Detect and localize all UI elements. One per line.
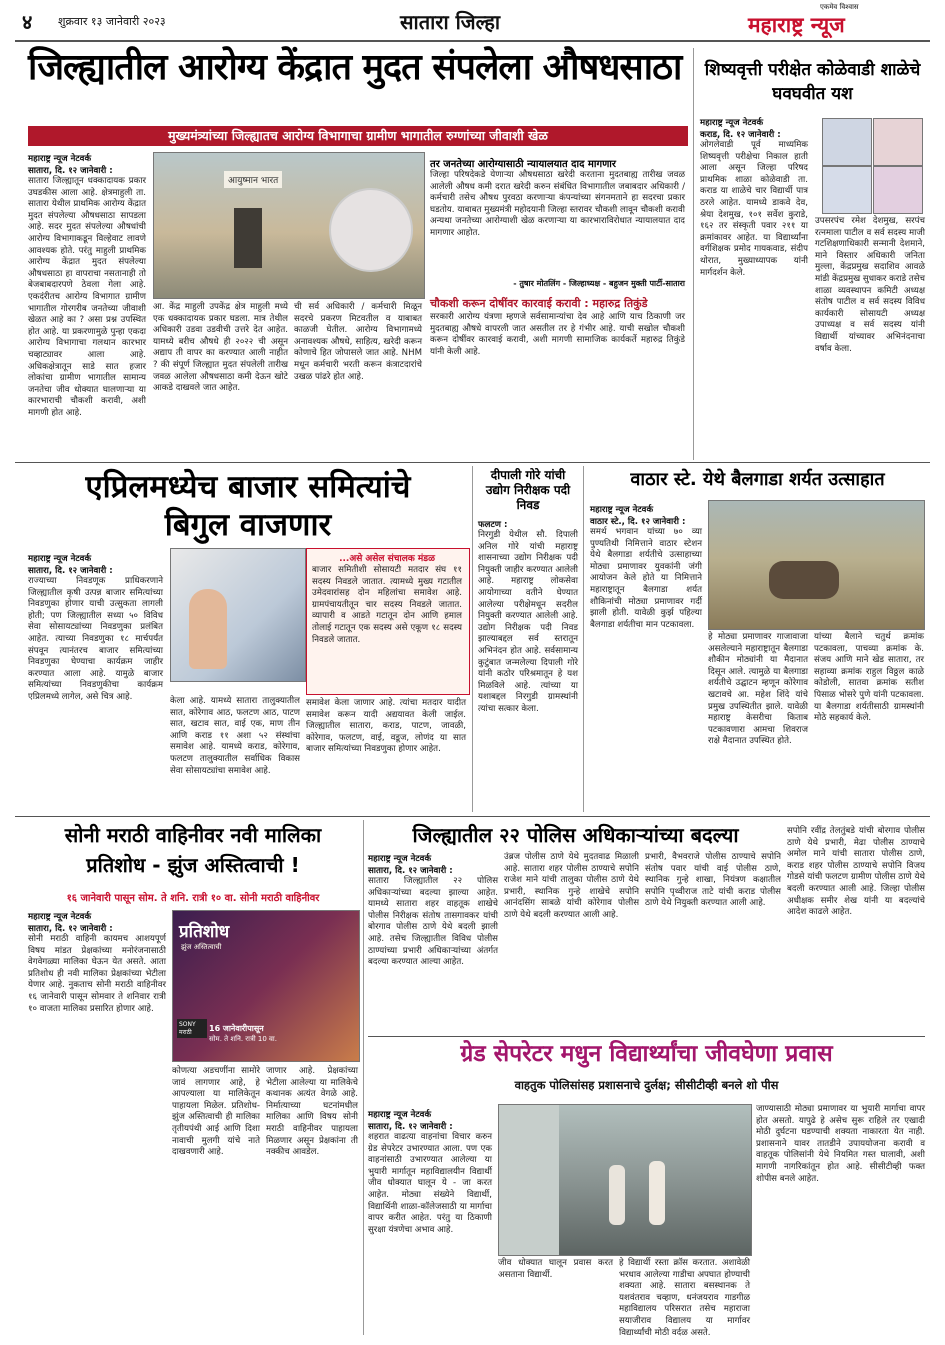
- story3-body-mid: केला आहे. यामध्ये सातारा तालुक्यातील सात, कोरेगाव आठ, फलटण आठ, पाटण सात, खटाव सात, वाई एक, माण तीन आणि कराड ११ अशा ५२ संस्थांचा समावेश आहे. यामध्ये कराड, कोरेगाव, फलटण तालुक्यातील सर्वाधिक विकास सेवा सोसायट्यांचा समावेश आहे.: [170, 696, 300, 776]
- student-photo-1: [822, 118, 872, 166]
- section-rule-2: [15, 816, 930, 817]
- story8-tunnel-photo: [498, 1104, 752, 1256]
- story6-body-mid: कोणत्या अडचणींना सामोरे जावं लागणार आहे, हे आपल्याला या मालिकेतून पाहायला मिळेल. प्रतिशोध- झुंज अस्तित्वाची ही मालिका तृतीयपंथी आई आणि दिशा नावाची मुलगी यांचे नाते दाखवणारी आहे.: [172, 1066, 260, 1158]
- photo-door: [234, 208, 262, 268]
- story8-byline: महाराष्ट्र न्यूज नेटवर्क: [368, 1110, 432, 1120]
- photo-sign: आयुष्मान भारत: [224, 171, 282, 188]
- poster-title: प्रतिशोध: [179, 922, 230, 942]
- story6-headline2: प्रतिशोध - झुंज अस्तित्वाची !: [86, 853, 300, 877]
- story7-body-right: सपोनि रवींद्र तेलतुंबडे यांची बोरगाव पोलीस ठाणे येथे प्रभारी, मेढा पोलीस ठाण्याचे अमोल माने यांची सातारा पोलीस ठाणे, कराड शहर पोलीस ठाण्याचे सपोनि विजय गोडसे यांची फलटण ग्रामीण पोलीस ठाणे येथे बदली करण्यात आली आहे. जिल्हा पोलीस अधीक्षक समीर शेख यांनी या बदल्यांचे आदेश काढले आहेत.: [787, 826, 925, 918]
- story6-dateline: सातारा, दि. १२ जानेवारी :: [28, 924, 113, 934]
- page-header: [0, 0, 945, 40]
- story5-body: समर्थ भगवान यांच्या ७० व्या पुण्यतिथी निमित्ताने वाठार स्टेशन येथे बैलगाडा शर्यतीचे उत्साहाच्या मोठ्या प्रमाणावर युवकांनी जंगी आयोजन केले होते या निमित्ताने महाराष्ट्रातून बैलगाडा शर्यत शौकिनांची मोठ्या प्रमाणावर गर्दी झाली होती. यावेळी कुर्झ पहिल्या बैलगाडा शर्यतीचा मान पटकावला.: [590, 527, 702, 630]
- story3-byline: महाराष्ट्र न्यूज नेटवर्क: [28, 554, 92, 564]
- channel-logo: SONY मराठी: [177, 1019, 207, 1038]
- story4-body: निरगुडी येथील सौ. दिपाली अनिल गोरे यांची महाराष्ट्र शासनाच्या उद्योग निरीक्षक पदी नियुक्ती जाहीर करण्यात आलेली आहे. महाराष्ट्र लोकसेवा आयोगाच्या वतीने घेण्यात आलेल्या परीक्षेमधून सदरील नियुक्ती करण्यात आलेली आहे. उद्योग निरीक्षक पदी निवड झाल्याबद्दल सर्व स्तरातून अभिनंदन होत आहे. सर्वसामान्य कुटुंबात जन्मलेल्या दिपाली गोरे यांनी कठोर परिश्रमातून हे यश मिळविले आहे. त्यांच्या या यशाबद्दल निरगुडी ग्रामस्थांनी त्यांचा सत्कार केला.: [478, 530, 578, 714]
- story2-body2: उपसरपंच रमेश देशमुख, सरपंच रत्नमाला पाटील व सर्व सदस्य माजी गटशिक्षणाधिकारी सन्मानी देशमाने, माने विस्तार अधिकारी जनिता मुल्ला, केंद्रप्रमुख सदाशिव आवळे मांडी केंद्रप्रमुख सुधाकर कराडे तसेच शाळा व्यवस्थापन कमिटी अध्यक्ष संतोष पाटील व सर्व सदस्य विविध कार्यकारी सोसायटी अध्यक्ष उपाध्यक्ष व सर्व सदस्य यांनी विद्यार्थी यांच्यावर अभिनंदनाचा वर्षाव केला.: [815, 216, 925, 354]
- student-photo-3: [822, 166, 872, 214]
- story6-body: सोनी मराठी वाहिनी कायमच आशयपूर्ण विषय मांडत प्रेक्षकांच्या मनोरंजनासाठी वेगवेगळ्या मालिका घेऊन येत असते. आता प्रतिशोध ही नवी मालिका प्रेक्षकांच्या भेटीला येणार आहे. नुकताच सोनी मराठी वाहिनीवर १६ जानेवारी पासून सोमवार ते शनिवार रात्री १० वाजता मालिका प्रसारित होणार आहे.: [28, 934, 166, 1014]
- story1-byline: महाराष्ट्र न्यूज नेटवर्क: [28, 154, 92, 164]
- story5-dateline: वाठार स्टे., दि. १२ जानेवारी :: [590, 517, 686, 527]
- story2-headline: शिष्यवृत्ती परीक्षेत कोळेवाडी शाळेचे घवघवीत यश: [704, 60, 921, 104]
- brand-logo: महाराष्ट्र न्यूज: [748, 13, 845, 37]
- story3-dateline: सातारा, दि. १२ जानेवारी :: [28, 566, 113, 576]
- story7-body-mid2: प्रभारी, वैभवराजे पोलीस ठाण्याचे सपोनि संतोष पवार यांची वाई पोलीस ठाणे, स्थानिक गुन्हे शाखा, नियंत्रण कक्षातील सपोनि पृथ्वीराज ताटे यांची कराड पोलीस ठाणे येथे नियुक्ती करण्यात आली आहे.: [645, 852, 781, 909]
- poster-date: 16 जानेवारीपासून: [209, 1024, 264, 1033]
- bull-shape: [769, 561, 839, 599]
- story7-dateline: सातारा, दि. १२ जानेवारी :: [368, 866, 453, 876]
- header-rule: [15, 40, 930, 42]
- story6-body-mid2: जाणार आहे. प्रेक्षकांच्या भेटीला आलेल्या या मालिकेचे कथानक अत्यंत वेगळे आहे. निर्मात्याच्या घटनांमधील मालिका आणि विषय सोनी मराठी वाहिनीवर पाहायला मिळणार असून प्रेक्षकांना ती नक्कीच आवडेल.: [266, 1066, 358, 1158]
- story8-body: शहरात वाढत्या वाहनांचा विचार करुन ग्रेड सेपरेटर उभारण्यात आला. पण एक वाहनांसाठी उभारण्यात आलेल्या या भुयारी मार्गातून महाविद्यालयीन विद्यार्थी जीव धोक्यात घालून ये - जा करत आहेत. मोठ्या संख्येने विद्यार्थी, विद्यार्थिनी शाळा-कॉलेजसाठी या मार्गाचा वापर करीत आहेत. परंतु या ठिकाणी सुरक्षा यंत्रणेचा अभाव आहे.: [368, 1132, 492, 1235]
- finger-icon: [189, 589, 227, 669]
- column-rule: [583, 466, 584, 812]
- story1-headline: जिल्ह्यातील आरोग्य केंद्रात मुदत संपलेला औषधसाठा: [28, 47, 682, 88]
- section-rule-1: [15, 462, 930, 463]
- story1-box-headline: तर जनतेच्या आरोग्यासाठी न्यायालयात दाद मागणार: [430, 159, 616, 170]
- page-number: ४: [22, 10, 33, 34]
- story7-headline: जिल्ह्यातील २२ पोलिस अधिकाऱ्यांच्या बदल्या: [412, 823, 739, 847]
- section-rule-3: [368, 1036, 925, 1037]
- student-photo-2: [873, 118, 923, 166]
- story3-headline-line1: एप्रिलमध्येच बाजार समित्यांचे: [85, 469, 411, 505]
- story7-body: सातारा जिल्ह्यातील २२ पोलिस अधिकाऱ्यांच्या बदल्या झाल्या आहेत. यामध्ये सातारा शहर वाहतूक शाखेचे पोलीस निरीक्षक संतोष तासगावकर यांची बोरगाव पोलीस ठाणे येथे बदली झाली आहे. तसेच जिल्ह्यातील विविध पोलीस ठाण्यांच्या प्रभारी अधिकाऱ्यांच्या अंतर्गत बदल्या करण्यात आल्या आहेत.: [368, 876, 498, 968]
- story3-body-mid2: समावेश केला जाणार आहे. त्यांचा मतदार यादीत समावेश करून यादी अद्ययावत केली जाईल. जिल्ह्यातील सातारा, कराड, पाटण, जावळी, कोरेगाव, फलटण, वाई, वडूज, लोणंद या सात बाजार समित्यांच्या निवडणुका होणार आहेत.: [306, 698, 466, 755]
- brand-tagline: एकमेव विश्वास: [820, 3, 859, 11]
- story2-dateline: कराड, दि. १२ जानेवारी :: [700, 130, 781, 140]
- story4-headline: दीपाली गोरे यांची उद्योग निरीक्षक पदी निवड: [485, 468, 571, 512]
- story1-photo: [153, 152, 425, 299]
- story5-byline: महाराष्ट्र न्यूज नेटवर्क: [590, 505, 654, 515]
- story3-box-title: ...असे असेल संचालक मंडळ: [339, 554, 435, 564]
- story1-box-body: जिल्हा परिषदेकडे येणाऱ्या औषधसाठा खरेदी करताना मुदतबाह्य तारीख जवळ आलेली औषध कमी दरात खरेदी करुन संबंधित विभागातील जबाबदार अधिकारी / कर्मचारी तसेच औषध पुरवठा करणाऱ्या कंपन्यांच्या संगनमताने हा सदरचा प्रकार घडतोय. याबाबत मुख्यमंत्री महोदयानी जिल्हा स्तरावर चौकशी लावून चौकशी करावी अन्यथा जनतेच्या आरोग्याशी खेळ करणाऱ्या या कारभाराविरोधात न्यायालयात दाद मागणार आहोत.: [430, 170, 685, 238]
- story6-byline: महाराष्ट्र न्यूज नेटवर्क: [28, 912, 92, 922]
- story1-demand-headline: चौकशी करून दोषींवर कारवाई करावी : महारुद्र तिकुंडे: [430, 297, 648, 310]
- story5-race-photo: [708, 500, 925, 630]
- story8-body-right: जाण्यासाठी मोठ्या प्रमाणावर या भुयारी मार्गाचा वापर होत असतो. यापुढे हे असेच सुरू राहिले तर एखादी मोठी दुर्घटना घडण्याची शक्यता नाकारता येत नाही. प्रशासनाने यावर तातडीने उपाययोजना करावी व वाहतूक पोलिसांनी येथे नियमित गस्त घालावी, अशी मागणी नागरिकांतून होत आहे. सीसीटीव्ही फक्त शोपीस बनले आहेत.: [756, 1104, 925, 1184]
- poster-subtitle: झुंज अस्तित्वाची: [181, 943, 222, 951]
- story7-body-mid: उंब्रज पोलीस ठाणे येथे मुदतवाढ मिळाली आहे. सातारा शहर पोलीस ठाण्याचे सपोनि राजेश माने यांची तालुका पोलीस ठाणे येथे प्रभारी, स्थानिक गुन्हे शाखेचे सपोनि आनंदसिंग साबळे यांची कोरेगाव पोलीस ठाणे येथे बदली करण्यात आली आहे.: [504, 852, 639, 920]
- student-photo-4: [873, 166, 923, 214]
- story5-body3: यांच्या बैलाने चतुर्थ क्रमांक पटकावला, पाचव्या क्रमांक के. संजय आणि माने खेड सातारा, तर सहाव्या क्रमांक राहुल विठ्ठल काळे कोडोली, सातवा क्रमांक सतीश पिसाळ भोसरे पुणे यांनी पटकावला. या बैलगाडा शर्यतीसाठी ग्रामस्थांनी मोठे सहकार्य केले.: [814, 632, 924, 724]
- story7-byline: महाराष्ट्र न्यूज नेटवर्क: [368, 854, 432, 864]
- story1-body-mid: आ. केंद्र माहुली उपकेंद्र क्षेत्र माहुली मध्ये एक धक्कादायक प्रकार घडला. मात्र तेथील अधिकारी उडवा उडवीची उत्तरे देत आहेत. यामध्ये बरीच औषधे ही २०२२ ची असून अद्याप ती वापर का करण्यात आली नाहीत ? की संपूर्ण जिल्ह्यात मुदत संपलेली तारीख जवळ आलेला औषधसाठा कमी देऊन खोटे आकडे दाखवले जात आहेत.: [153, 302, 288, 394]
- story5-headline: वाठार स्टे. येथे बैलगाडा शर्यत उत्साहात: [630, 469, 885, 490]
- story5-body2: हे मोठ्या प्रमाणावर गाजावाजा असलेल्याने महाराष्ट्रातून बैलगाडा शौकीन मोठ्यांनी या मैदानात दिसून आले. त्यामुळे या बैलगाडा शर्यतीचे उद्घाटन म्हणून कोरेगाव खटावचे आ. महेश शिंदे यांचे प्रमुख उपस्थितीत झाले. यावेळी महाराष्ट्र केसरीचा किताब पटकावणारा आमचा शिवराज राक्षे मैदानात उपस्थित होते.: [708, 632, 808, 747]
- story8-body-mid: हे विद्यार्थी रस्ता क्रॉस करतात. अशावेळी भरधाव आलेल्या गाडीचा अपघात होण्याची शक्यता आहे. सातारा बसस्थानक ते यशवंतराव चव्हाण, धनंजयराव गाडगीळ महाविद्यालय परिसरात तसेच महाराजा सयाजीराव विद्यालय या मार्गावर विद्यार्थ्यांची मोठी वर्दळ असते.: [619, 1258, 750, 1338]
- story1-subhead: मुख्यमंत्र्यांच्या जिल्ह्यातच आरोग्य विभागाचा ग्रामीण भागातील रुग्णांच्या जीवाशी खेळ: [28, 126, 688, 146]
- section-title: सातारा जिल्हा: [400, 10, 501, 34]
- story1-body-mid2: ची सर्व अधिकारी / कर्मचारी मिळून सदरचे प्रकरण मिटवतील व याबाबत काळजी घेतील. आरोग्य विभागामध्ये अनावश्यक औषधे, साहित्य, खरेदी करून कोणाचे हित जोपासले जात आहे. NHM मधून कर्मचारी भरती करून कंत्राटदारांचे उखळ पांढरे होत आहे.: [294, 302, 422, 382]
- story8-dateline: सातारा, दि. १२ जानेवारी :: [368, 1122, 453, 1132]
- story3-evm-photo: [170, 548, 306, 682]
- story6-subhead: १६ जानेवारी पासून सोम. ते शनि. रात्री १० वा. सोनी मराठी वाहिनीवर: [66, 893, 320, 904]
- story1-dateline: सातारा, दि. १२ जानेवारी :: [28, 166, 113, 176]
- column-rule: [363, 820, 364, 1335]
- header-date: शुक्रवार १३ जानेवारी २०२३: [58, 15, 166, 28]
- poster-time: सोम. ते शनि. रात्री 10 वा.: [209, 1035, 277, 1043]
- story1-box-signature: - तुषार मोतलिंग - जिल्हाध्यक्ष - बहुजन मुक्ती पार्टी-सातारा: [513, 279, 685, 288]
- story2-byline: महाराष्ट्र न्यूज नेटवर्क: [700, 118, 764, 128]
- student-figure: [609, 1165, 625, 1225]
- photo-medicine-label: [329, 188, 413, 272]
- story4-dateline: फलटण :: [478, 520, 508, 530]
- story6-poster: [172, 910, 360, 1062]
- story2-body: ओगलेवाडी पूर्व माध्यमिक शिष्यवृत्ती परीक्षेचा निकाल हाती आला असून जिल्हा परिषद प्राथमिक शाळा कोळेवाडी ता. कराड या शाळेचे चार विद्यार्थी पात्र ठरले आहेत. यामध्ये डाकवे देव, श्रेया देशमुख, १०१ सर्वेश कुराडे, १६२ तर संस्कृती पवार २११ या क्रमांकावर आहेत. या विद्यार्थ्यांना वर्गशिक्षक प्रमोद गायकवाड, संदीप थोरात, मुख्याध्यापक यांनी मार्गदर्शन केले.: [700, 140, 808, 278]
- story8-subhead: वाहतुक पोलिसांसह प्रशासनाचे दुर्लक्ष; सीसीटीव्ही बनले शो पीस: [514, 1078, 779, 1092]
- story3-headline-line2: बिगुल वाजणार: [164, 507, 332, 543]
- story1-demand-body: सरकारी आरोग्य यंत्रणा म्हणजे सर्वसामान्यांचा देव आहे आणि याच ठिकाणी जर मुदतबाह्य औषधे वापरली जात असतील तर हे गंभीर आहे. याची सखोल चौकशी करून दोषींवर कारवाई करावी, अशी मागणी सामाजिक कार्यकर्ते महारुद्र तिकुंडे यांनी केली आहे.: [430, 312, 685, 357]
- student-figure: [649, 1161, 665, 1225]
- tunnel-wall: [499, 1105, 559, 1255]
- story1-body-left: सातारा जिल्ह्यातून धक्कादायक प्रकार उघडकीस आला आहे. क्षेत्रमाहुली ता. सातारा येथील प्राथमिक आरोग्य केंद्रात मुदत संपलेल्या औषधसाठा सापडला आहे. सदर मुदत संपलेल्या औषधांची आरोग्य विभागाकडून विल्हेवाट लावणे आवश्यक होते. परंतु माहुली प्राथमिक आरोग्य केंद्रात मुदत संपलेल्या औषधसाठा हा वापराचा नसतानाही तो बेजबाबदारपणे ठेवला गेला आहे. एकदंरीतच आरोग्य विभागात ग्रामीण भागातील गोरगरीब जनतेच्या जीवाशी खेळत आहे का ? असा प्रश्न उपस्थित होत आहे. या प्रकरणामुळे पुन्हा एकदा आरोग्य विभागाचा गलथान कारभार चव्हाट्यावर आला आहे. अधिकक्षेत्रातून साडे सात हजार लोकांचा ग्रामीण भागातील सामान्य जनतेचा जीव धोक्यात घालणाऱ्या या कारभाराची चौकशी करावी, अशी मागणी होत आहे.: [28, 176, 146, 418]
- story3-box-body: बाजार समितीशी सोसायटी मतदार संघ ११ सदस्य निवडले जातात. त्यामध्ये मुख्य गटातील उमेदवारांसह दोन महिलांचा समावेश आहे. ग्रामपंचायतीतून चार सदस्य निवडले जातात. व्यापारी व आडते गटातून दोन आणि हमाल तोलाई गटातून एक सदस्य असे एकूण १८ सदस्य निवडले जातात.: [312, 565, 462, 645]
- column-rule: [693, 48, 694, 460]
- story8-photo-caption: जीव धोक्यात घालून प्रवास करत असताना विद्यार्थी.: [498, 1258, 613, 1280]
- column-rule: [472, 466, 473, 812]
- story3-body-left: राज्याच्या निवडणूक प्राधिकरणाने जिल्ह्यातील कृषी उत्पन्न बाजार समित्यांच्या निवडणुका होणार याची उत्सुकता लागली होती; पण जिल्ह्यातील सध्या ५० विविध सेवा सोसायट्यांच्या निवडणुका प्रलंबित आहेत. त्याच्या निवडणुका १८ मार्चपर्यंत संपवून त्यानंतरच बाजार समित्यांच्या निवडणुका घेण्याचा कार्यक्रम जाहीर करण्यात आला आहे. यामुळे बाजार समित्यांच्या निवडणुकीचा कार्यक्रम एप्रिलमध्ये लागेल, असे चित्र आहे.: [28, 576, 163, 702]
- story8-headline: ग्रेड सेपरेटर मधुन विद्यार्थ्यांचा जीवघेणा प्रवास: [460, 1041, 833, 1067]
- story6-headline: सोनी मराठी वाहिनीवर नवी मालिका: [64, 823, 322, 847]
